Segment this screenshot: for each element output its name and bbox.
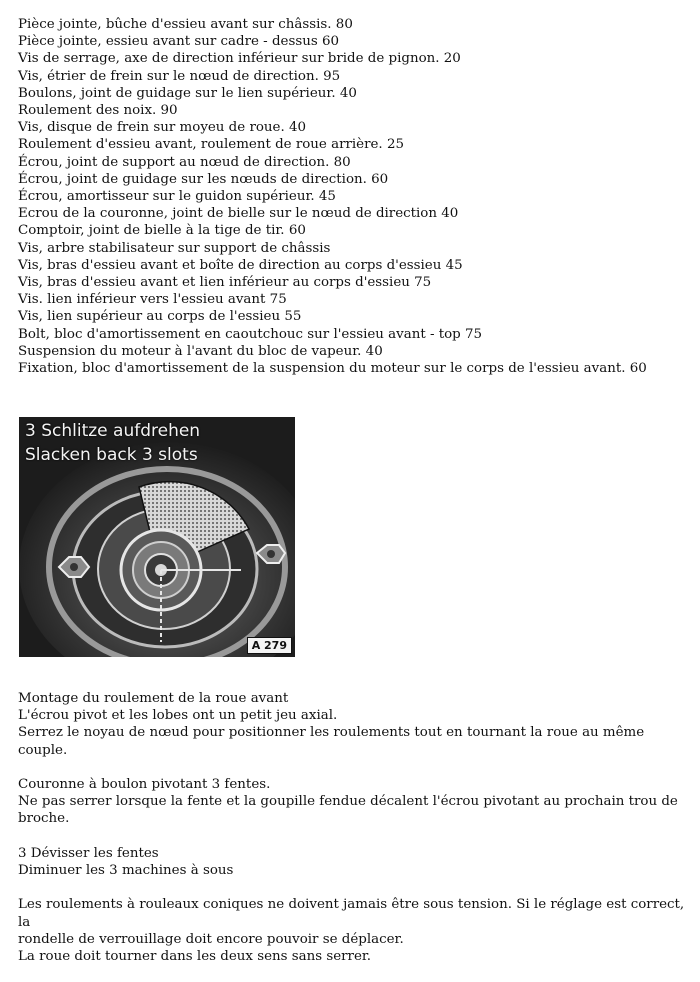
spec-line: Comptoir, joint de bielle à la tige de tir. 60 — [18, 223, 306, 239]
spec-line: Ecrou de la couronne, joint de bielle sur le nœud de direction 40 — [18, 206, 459, 222]
torque-spec-list — [18, 16, 688, 377]
paragraph-front-wheel-bearing — [18, 690, 688, 759]
figure-caption-german: 3 Schlitze aufdrehen — [25, 421, 201, 441]
note-line: Serrez le noyau de nœud pour positionner les roulements tout en tournant la roue au même couple. — [18, 725, 645, 758]
spec-line: Pièce jointe, bûche d'essieu avant sur châssis. 80 — [18, 17, 353, 32]
spec-line: Roulement des noix. 90 — [18, 103, 178, 119]
spec-line: Vis, arbre stabilisateur sur support de châssis — [18, 240, 331, 256]
note-line: L'écrou pivot et les lobes ont un petit jeu axial. — [18, 708, 338, 724]
note-line: La roue doit tourner dans les deux sens sans serrer. — [18, 949, 372, 964]
spec-line: Vis, étrier de frein sur le nœud de direction. 95 — [18, 68, 341, 84]
spec-line: Fixation, bloc d'amortissement de la suspension du moteur sur le corps de l'essieu avant. 60 — [18, 361, 647, 377]
spec-line: Vis, lien supérieur au corps de l'essieu 55 — [18, 309, 302, 325]
figure-caption-english: Slacken back 3 slots — [25, 445, 198, 465]
spec-line: Pièce jointe, essieu avant sur cadre - dessus 60 — [18, 34, 339, 50]
spec-line: Suspension du moteur à l'avant du bloc de vapeur. 40 — [18, 343, 383, 359]
note-line: Les roulements à rouleaux coniques ne doivent jamais être sous tension. Si le réglage est correct, la — [18, 897, 685, 930]
wheel-bearing-photo — [19, 417, 295, 657]
spec-line: Boulons, joint de guidage sur le lien supérieur. 40 — [18, 85, 357, 101]
spec-line: Écrou, joint de guidage sur les nœuds de direction. 60 — [18, 171, 389, 187]
spec-line: Vis, bras d'essieu avant et boîte de direction au corps d'essieu 45 — [18, 257, 463, 273]
note-line: Diminuer les 3 machines à sous — [18, 863, 234, 878]
spec-line: Écrou, amortisseur sur le guidon supérieur. 45 — [18, 189, 336, 205]
note-line: rondelle de verrouillage doit encore pouvoir se déplacer. — [18, 931, 404, 947]
spec-line: Vis, disque de frein sur moyeu de roue. 40 — [18, 120, 307, 136]
assembly-notes — [18, 690, 688, 982]
note-line: Couronne à boulon pivotant 3 fentes. — [18, 777, 271, 792]
note-line: Ne pas serrer lorsque la fente et la goupille fendue décalent l'écrou pivotant au prochain trou de broche. — [18, 794, 678, 827]
paragraph-slots — [18, 845, 688, 879]
spec-line: Roulement d'essieu avant, roulement de roue arrière. 25 — [18, 137, 404, 153]
spec-line: Vis, bras d'essieu avant et lien inférieur au corps d'essieu 75 — [18, 275, 432, 291]
spec-line: Écrou, joint de support au nœud de direction. 80 — [18, 154, 351, 170]
spec-line: Vis de serrage, axe de direction inférieur sur bride de pignon. 20 — [18, 51, 461, 67]
paragraph-roller-bearings — [18, 896, 688, 965]
paragraph-castle-nut — [18, 776, 688, 828]
spec-line: Bolt, bloc d'amortissement en caoutchouc sur l'essieu avant - top 75 — [18, 326, 483, 342]
note-line: 3 Dévisser les fentes — [18, 845, 159, 861]
figure-reference-label: A 279 — [247, 637, 292, 654]
note-line: Montage du roulement de la roue avant — [18, 691, 289, 706]
spec-line: Vis. lien inférieur vers l'essieu avant 75 — [18, 292, 287, 308]
